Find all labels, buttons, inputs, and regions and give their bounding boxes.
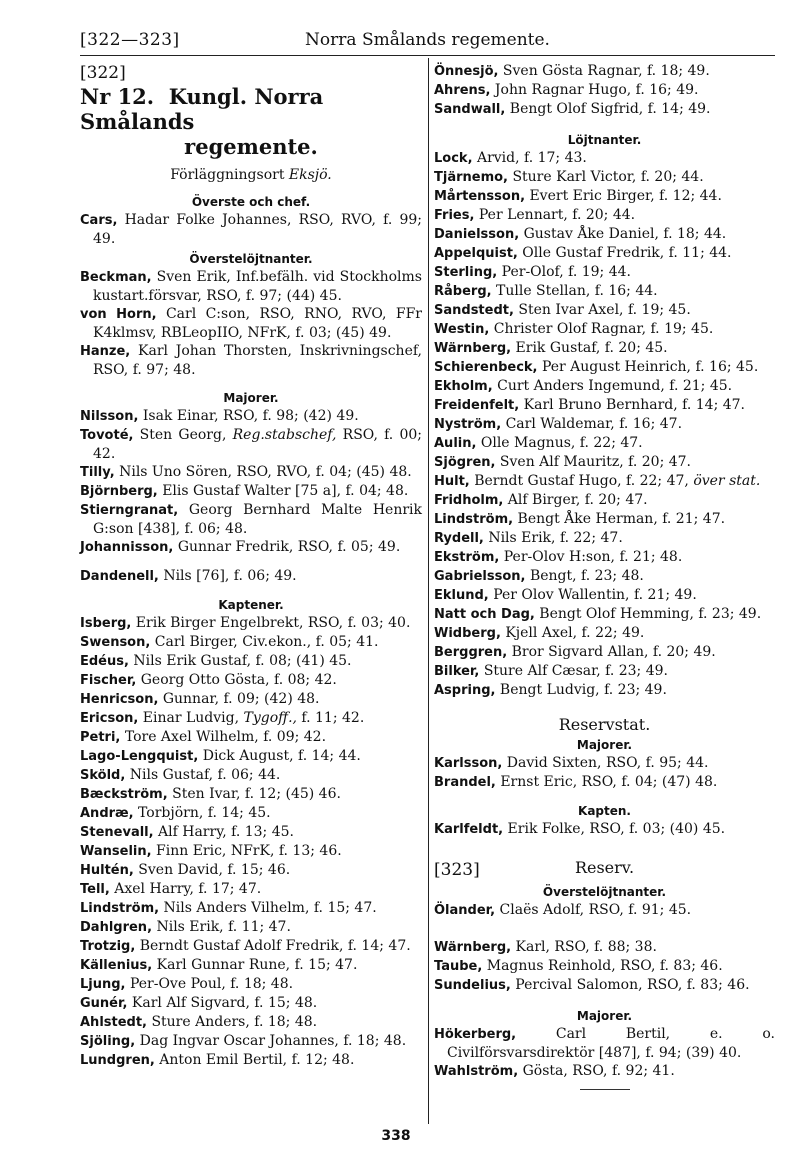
entry-details: Curt Anders Ingemund, f. 21; 45. [492,378,733,394]
entry-details: Gunnar Fredrik, RSO, f. 05; 49. [173,539,401,555]
entry-surname: Fridholm, [434,493,504,508]
list-item [434,168,775,187]
entry-details: Erik Birger Engelbrekt, RSO, f. 03; 40. [131,615,411,631]
list-item [434,453,775,472]
reserv-ovl-list [434,901,775,920]
list-item [434,377,775,396]
entry-details: Carl Waldemar, f. 16; 47. [501,416,683,432]
entry-surname: Swenson, [80,635,151,650]
entry-details: Per-Ove Poul, f. 18; 48. [125,976,294,992]
list-item [434,529,775,548]
entry-details: Hadar Folke Johannes, RSO, RVO, f. 99; 49. [93,212,422,247]
entry-details: Magnus Reinhold, RSO, f. 83; 46. [482,958,723,974]
entry-details: Georg Otto Gösta, f. 08; 42. [136,672,337,688]
entry-details: Nils Erik, f. 11; 47. [152,919,291,935]
entry-surname: Lundgren, [80,1053,155,1068]
entry-details: Alf Harry, f. 13; 45. [153,824,294,840]
entry-surname: Widberg, [434,626,501,641]
list-item [80,899,422,918]
entry-details: Sven Erik, Inf.befälh. vid Stockholms kustart.försvar, RSO, f. 97; (44) 45. [93,269,422,304]
entry-surname: Appelquist, [434,246,518,261]
entry-surname: Mårtensson, [434,189,526,204]
overste-list [80,211,422,248]
section-heading: Majorer. [223,391,279,405]
entry-details: Sten Ivar, f. 12; (45) 46. [167,786,341,802]
list-item [434,901,775,920]
entry-details: Ernst Eric, RSO, f. 04; (47) 48. [495,774,718,790]
entry-surname: Bilker, [434,664,480,679]
entry-surname: Sjöling, [80,1034,136,1049]
entry-surname: Berggren, [434,645,508,660]
entry-details: Sten Ivar Axel, f. 19; 45. [513,302,691,318]
list-item [434,301,775,320]
list-item [434,225,775,244]
entry-surname: Wanselin, [80,844,152,859]
entry-details: Bror Sigvard Allan, f. 20; 49. [507,644,716,660]
reserv-page-ref: [323] [434,860,480,880]
entry-details: Nils [76], f. 06; 49. [158,568,297,584]
entry-surname: Sköld, [80,768,126,783]
list-item [434,206,775,225]
entry-details: Isak Einar, RSO, f. 98; (42) 49. [138,408,359,424]
lojtnanter-list [434,149,775,700]
entry-surname: Lindström, [434,512,514,527]
list-item [80,482,422,501]
section-heading: Överste och chef. [191,195,311,209]
entry-surname: Ahrens, [434,83,491,98]
list-item [80,880,422,899]
entry-surname: Råberg, [434,284,492,299]
entry-surname: Freidenfelt, [434,398,520,413]
entry-surname: Nyström, [434,417,502,432]
entry-details: Elis Gustaf Walter [75 a], f. 04; 48. [157,483,409,499]
list-item [80,501,422,538]
entry-details: Karl Johan Thorsten, Inskrivningschef, RSO, f. 97; 48. [93,343,422,378]
kaptener-list [80,614,422,1070]
entry-details: Finn Eric, NFrK, f. 13; 46. [151,843,342,859]
unit-name-line2: regemente. [184,134,318,159]
column-divider [428,58,429,1124]
list-item [80,823,422,842]
entry-details: Gunnar, f. 09; (42) 48. [158,691,320,707]
entry-surname: Cars, [80,213,118,228]
entry-details: Bengt Åke Herman, f. 21; 47. [513,511,726,527]
entry-details: Bengt, f. 23; 48. [525,568,644,584]
list-item [80,709,422,728]
entry-surname: Wahlström, [434,1064,519,1079]
list-item [80,728,422,747]
entry-details: Tulle Stellan, f. 16; 44. [491,283,658,299]
right-column [434,62,775,1090]
entry-details: Erik Folke, RSO, f. 03; (40) 45. [503,821,726,837]
entry-surname: Ölander, [434,903,496,918]
entry-surname: Tovoté, [80,428,134,443]
entry-details: Sven Gösta Ragnar, f. 18; 49. [498,63,710,79]
entry-details: Claës Adolf, RSO, f. 91; 45. [495,902,692,918]
entry-details: Anton Emil Bertil, f. 12; 48. [154,1052,355,1068]
list-item [80,652,422,671]
entry-surname: Tilly, [80,465,115,480]
entry-surname: Källenius, [80,958,153,973]
reserv-ovl-list-2 [434,938,775,995]
list-item [434,662,775,681]
list-item [80,426,422,463]
unit-name-line1: Kungl. Norra Smålands [80,84,324,134]
list-item [434,434,775,453]
section-heading: Överstelöjtnanter. [189,252,313,266]
list-item [434,187,775,206]
entry-surname: Isberg, [80,616,132,631]
entry-details: Berndt Gustaf Adolf Fredrik, f. 14; 47. [135,938,411,954]
section-heading: Överstelöjtnanter. [542,885,667,899]
entry-surname: Tell, [80,882,110,897]
entry-details: Per Lennart, f. 20; 44. [474,207,636,223]
unit-number: Nr 12. [80,84,155,109]
entry-surname: Hanze, [80,344,131,359]
entry-details: Gösta, RSO, f. 92; 41. [518,1063,675,1079]
list-item [80,842,422,861]
entry-surname: Petri, [80,730,121,745]
kaptener-continued-list [434,62,775,119]
entry-surname: Wärnberg, [434,341,512,356]
list-item [434,339,775,358]
entry-details: Per August Heinrich, f. 16; 45. [537,359,759,375]
entry-details: Axel Harry, f. 17; 47. [109,881,262,897]
page-range: [322—323] [80,30,180,50]
entry-surname: Lindström, [80,901,160,916]
list-item [434,957,775,976]
entry-details: Dag Ingvar Oscar Johannes, f. 18; 48. [135,1033,407,1049]
entry-details: Bengt Olof Sigfrid, f. 14; 49. [505,101,711,117]
entry-details: David Sixten, RSO, f. 95; 44. [502,755,709,771]
garrison-place: Eksjö. [288,167,332,183]
entry-surname: Stierngranat, [80,503,179,518]
entry-surname: Schierenbeck, [434,360,538,375]
list-item [80,567,422,586]
garrison [80,165,422,185]
entry-details: Per-Olof, f. 19; 44. [497,264,631,280]
overstelojtnanter-list [80,268,422,379]
entry-surname: Fischer, [80,673,137,688]
list-item [434,938,775,957]
entry-surname: Sterling, [434,265,498,280]
running-head [80,30,775,54]
entry-details: Karl, RSO, f. 88; 38. [511,939,657,955]
list-item [80,785,422,804]
list-item [434,1062,775,1081]
entry-surname: Rydell, [434,531,484,546]
majorer-list [80,407,422,557]
entry-details: RSO, f. 00; 42. [93,427,422,462]
entry-details: Sture Anders, f. 18; 48. [147,1014,318,1030]
list-item [434,244,775,263]
end-rule [580,1089,630,1090]
entry-surname: Lago-Lengquist, [80,749,199,764]
garrison-label: Förläggningsort [170,167,289,183]
entry-surname: Johannisson, [80,540,174,555]
list-item [80,1013,422,1032]
list-item [434,100,775,119]
entry-surname: Fries, [434,208,475,223]
list-item [434,81,775,100]
entry-details: John Ragnar Hugo, f. 16; 49. [490,82,699,98]
page-number: 338 [381,1128,411,1144]
entry-details: Arvid, f. 17; 43. [472,150,587,166]
entry-surname: Ahlstedt, [80,1015,147,1030]
entry-surname: Aulin, [434,436,477,451]
entry-details: Nils Gustaf, f. 06; 44. [125,767,281,783]
entry-details: Percival Salomon, RSO, f. 83; 46. [510,977,750,993]
entry-details: Sven Alf Mauritz, f. 20; 47. [495,454,692,470]
entry-details: Christer Olof Ragnar, f. 19; 45. [489,321,714,337]
list-item [434,320,775,339]
entry-surname: Sundelius, [434,978,511,993]
list-item [80,747,422,766]
list-item [434,491,775,510]
reservstat-majorer-list [434,754,775,792]
list-item [434,263,775,282]
list-item [80,861,422,880]
list-item [434,681,775,700]
list-item [80,956,422,975]
entry-details: Olle Magnus, f. 22; 47. [476,435,643,451]
list-item [80,538,422,557]
section-heading: Kapten. [578,804,631,818]
entry-details: Einar Ludvig, [138,710,244,726]
entry-details: Sven David, f. 15; 46. [133,862,291,878]
entry-surname: Hult, [434,474,470,489]
entry-details: Karl Gunnar Rune, f. 15; 47. [152,957,358,973]
entry-surname: Dahlgren, [80,920,153,935]
entry-details: Georg Bernhard Malte Henrik G:son [438], f. 06; 48. [93,502,422,537]
entry-surname: Wärnberg, [434,940,512,955]
entry-details: Per Olov Wallentin, f. 21; 49. [488,587,697,603]
list-item [434,548,775,567]
list-item [80,918,422,937]
entry-surname: Karlfeldt, [434,822,504,837]
entry-details: f. 11; 42. [296,710,365,726]
list-item [434,396,775,415]
entry-surname: Natt och Dag, [434,607,535,622]
entry-details: Sten Georg, [133,427,233,443]
entry-surname: Taube, [434,959,483,974]
entry-details: Kjell Axel, f. 22; 49. [500,625,645,641]
entry-surname: Hultén, [80,863,134,878]
section-heading: Löjtnanter. [567,133,642,147]
entry-surname: Karlsson, [434,756,503,771]
entry-surname: Nilsson, [80,409,139,424]
list-item [80,1051,422,1070]
entry-surname: Ljung, [80,977,126,992]
entry-details: Bengt Olof Hemming, f. 23; 49. [534,606,762,622]
list-item [434,773,775,792]
list-item [434,415,775,434]
entry-surname: Westin, [434,322,490,337]
list-item [80,766,422,785]
entry-details: Carl C:son, RSO, RNO, RVO, FFr K4klmsv, RBLeopIIO, NFrK, f. 03; (45) 49. [93,306,422,341]
entry-details: Sture Alf Cæsar, f. 23; 49. [479,663,668,679]
entry-details: Carl Birger, Civ.ekon., f. 05; 41. [150,634,379,650]
entry-surname: Beckman, [80,270,152,285]
entry-title-italic: Tygoff., [243,710,297,726]
entry-details: Karl Alf Sigvard, f. 15; 48. [127,995,318,1011]
entry-surname: Sjögren, [434,455,496,470]
entry-details: Sture Karl Victor, f. 20; 44. [508,169,704,185]
entry-surname: Dandenell, [80,569,159,584]
list-item [434,510,775,529]
list-item [434,1025,775,1062]
entry-title-italic: över stat. [693,473,761,489]
entry-surname: Lock, [434,151,473,166]
entry-surname: Edéus, [80,654,129,669]
section-heading: Majorer. [576,738,633,752]
entry-details: Alf Birger, f. 20; 47. [503,492,648,508]
list-item [80,690,422,709]
entry-details: Karl Bruno Bernhard, f. 14; 47. [519,397,746,413]
entry-surname: von Horn, [80,307,157,322]
reserv-heading-row [434,857,775,883]
section-heading: Kaptener. [218,598,284,612]
reserv-title: Reserv. [574,858,635,877]
entry-details: Dick August, f. 14; 44. [198,748,361,764]
entry-surname: Andræ, [80,806,134,821]
list-item [80,633,422,652]
list-item [80,407,422,426]
list-item [80,211,422,248]
entry-surname: Sandstedt, [434,303,514,318]
entry-details: Bengt Ludvig, f. 23; 49. [495,682,667,698]
entry-surname: Tjärnemo, [434,170,508,185]
entry-surname: Sandwall, [434,102,506,117]
entry-details: Carl Bertil, e. o. Civilförsvarsdirektör [487], f. 94; (39) 40. [447,1026,775,1061]
entry-details: Evert Eric Birger, f. 12; 44. [525,188,722,204]
list-item [80,463,422,482]
list-item [434,149,775,168]
list-item [434,643,775,662]
entry-surname: Gabrielsson, [434,569,526,584]
entry-surname: Trotzig, [80,939,136,954]
running-title: Norra Smålands regemente. [305,30,550,50]
entry-details: Torbjörn, f. 14; 45. [133,805,271,821]
entry-details: Gustav Åke Daniel, f. 18; 44. [519,226,727,242]
entry-title-italic: Reg.stabschef, [232,427,337,443]
entry-details: Erik Gustaf, f. 20; 45. [511,340,668,356]
entry-surname: Björnberg, [80,484,158,499]
entry-surname: Ekholm, [434,379,493,394]
list-item [80,975,422,994]
list-item [80,994,422,1013]
entry-surname: Stenevall, [80,825,154,840]
entry-details: Tore Axel Wilhelm, f. 09; 42. [120,729,327,745]
list-item [80,342,422,379]
entry-details: Berndt Gustaf Hugo, f. 22; 47, [469,473,694,489]
reserv-majorer-list [434,1025,775,1081]
entry-surname: Danielsson, [434,227,520,242]
list-item [80,671,422,690]
list-item [434,976,775,995]
entry-details: Per-Olov H:son, f. 21; 48. [499,549,683,565]
entry-surname: Brandel, [434,775,496,790]
list-item [434,358,775,377]
entry-surname: Bæckström, [80,787,168,802]
entry-details: Nils Erik, f. 22; 47. [483,530,623,546]
reservstat-title: Reservstat. [558,715,651,734]
list-item [80,614,422,633]
entry-details: Olle Gustaf Fredrik, f. 11; 44. [517,245,732,261]
entry-details: Nils Erik Gustaf, f. 08; (41) 45. [128,653,352,669]
list-item [434,586,775,605]
list-item [434,754,775,773]
entry-surname: Gunér, [80,996,128,1011]
section-heading: Majorer. [576,1009,633,1023]
header-rule [80,55,775,56]
list-item [434,567,775,586]
entry-surname: Ekström, [434,550,500,565]
entry-surname: Ericson, [80,711,139,726]
list-item [80,804,422,823]
entry-surname: Eklund, [434,588,489,603]
list-item [434,472,775,491]
page-ref: [322] [80,63,126,83]
list-item [80,937,422,956]
list-item [434,605,775,624]
list-item [434,624,775,643]
list-item [434,282,775,301]
list-item [434,62,775,81]
entry-surname: Henricson, [80,692,159,707]
entry-surname: Hökerberg, [434,1027,517,1042]
list-item [80,268,422,305]
entry-details: Nils Uno Sören, RSO, RVO, f. 04; (45) 48. [114,464,412,480]
list-item [434,820,775,839]
unit-title [80,84,422,134]
list-item [80,305,422,342]
reservstat-kapten-list [434,820,775,839]
entry-surname: Aspring, [434,683,496,698]
entry-surname: Önnesjö, [434,64,499,79]
left-column [80,62,422,1070]
list-item [80,1032,422,1051]
entry-details: Nils Anders Vilhelm, f. 15; 47. [159,900,377,916]
